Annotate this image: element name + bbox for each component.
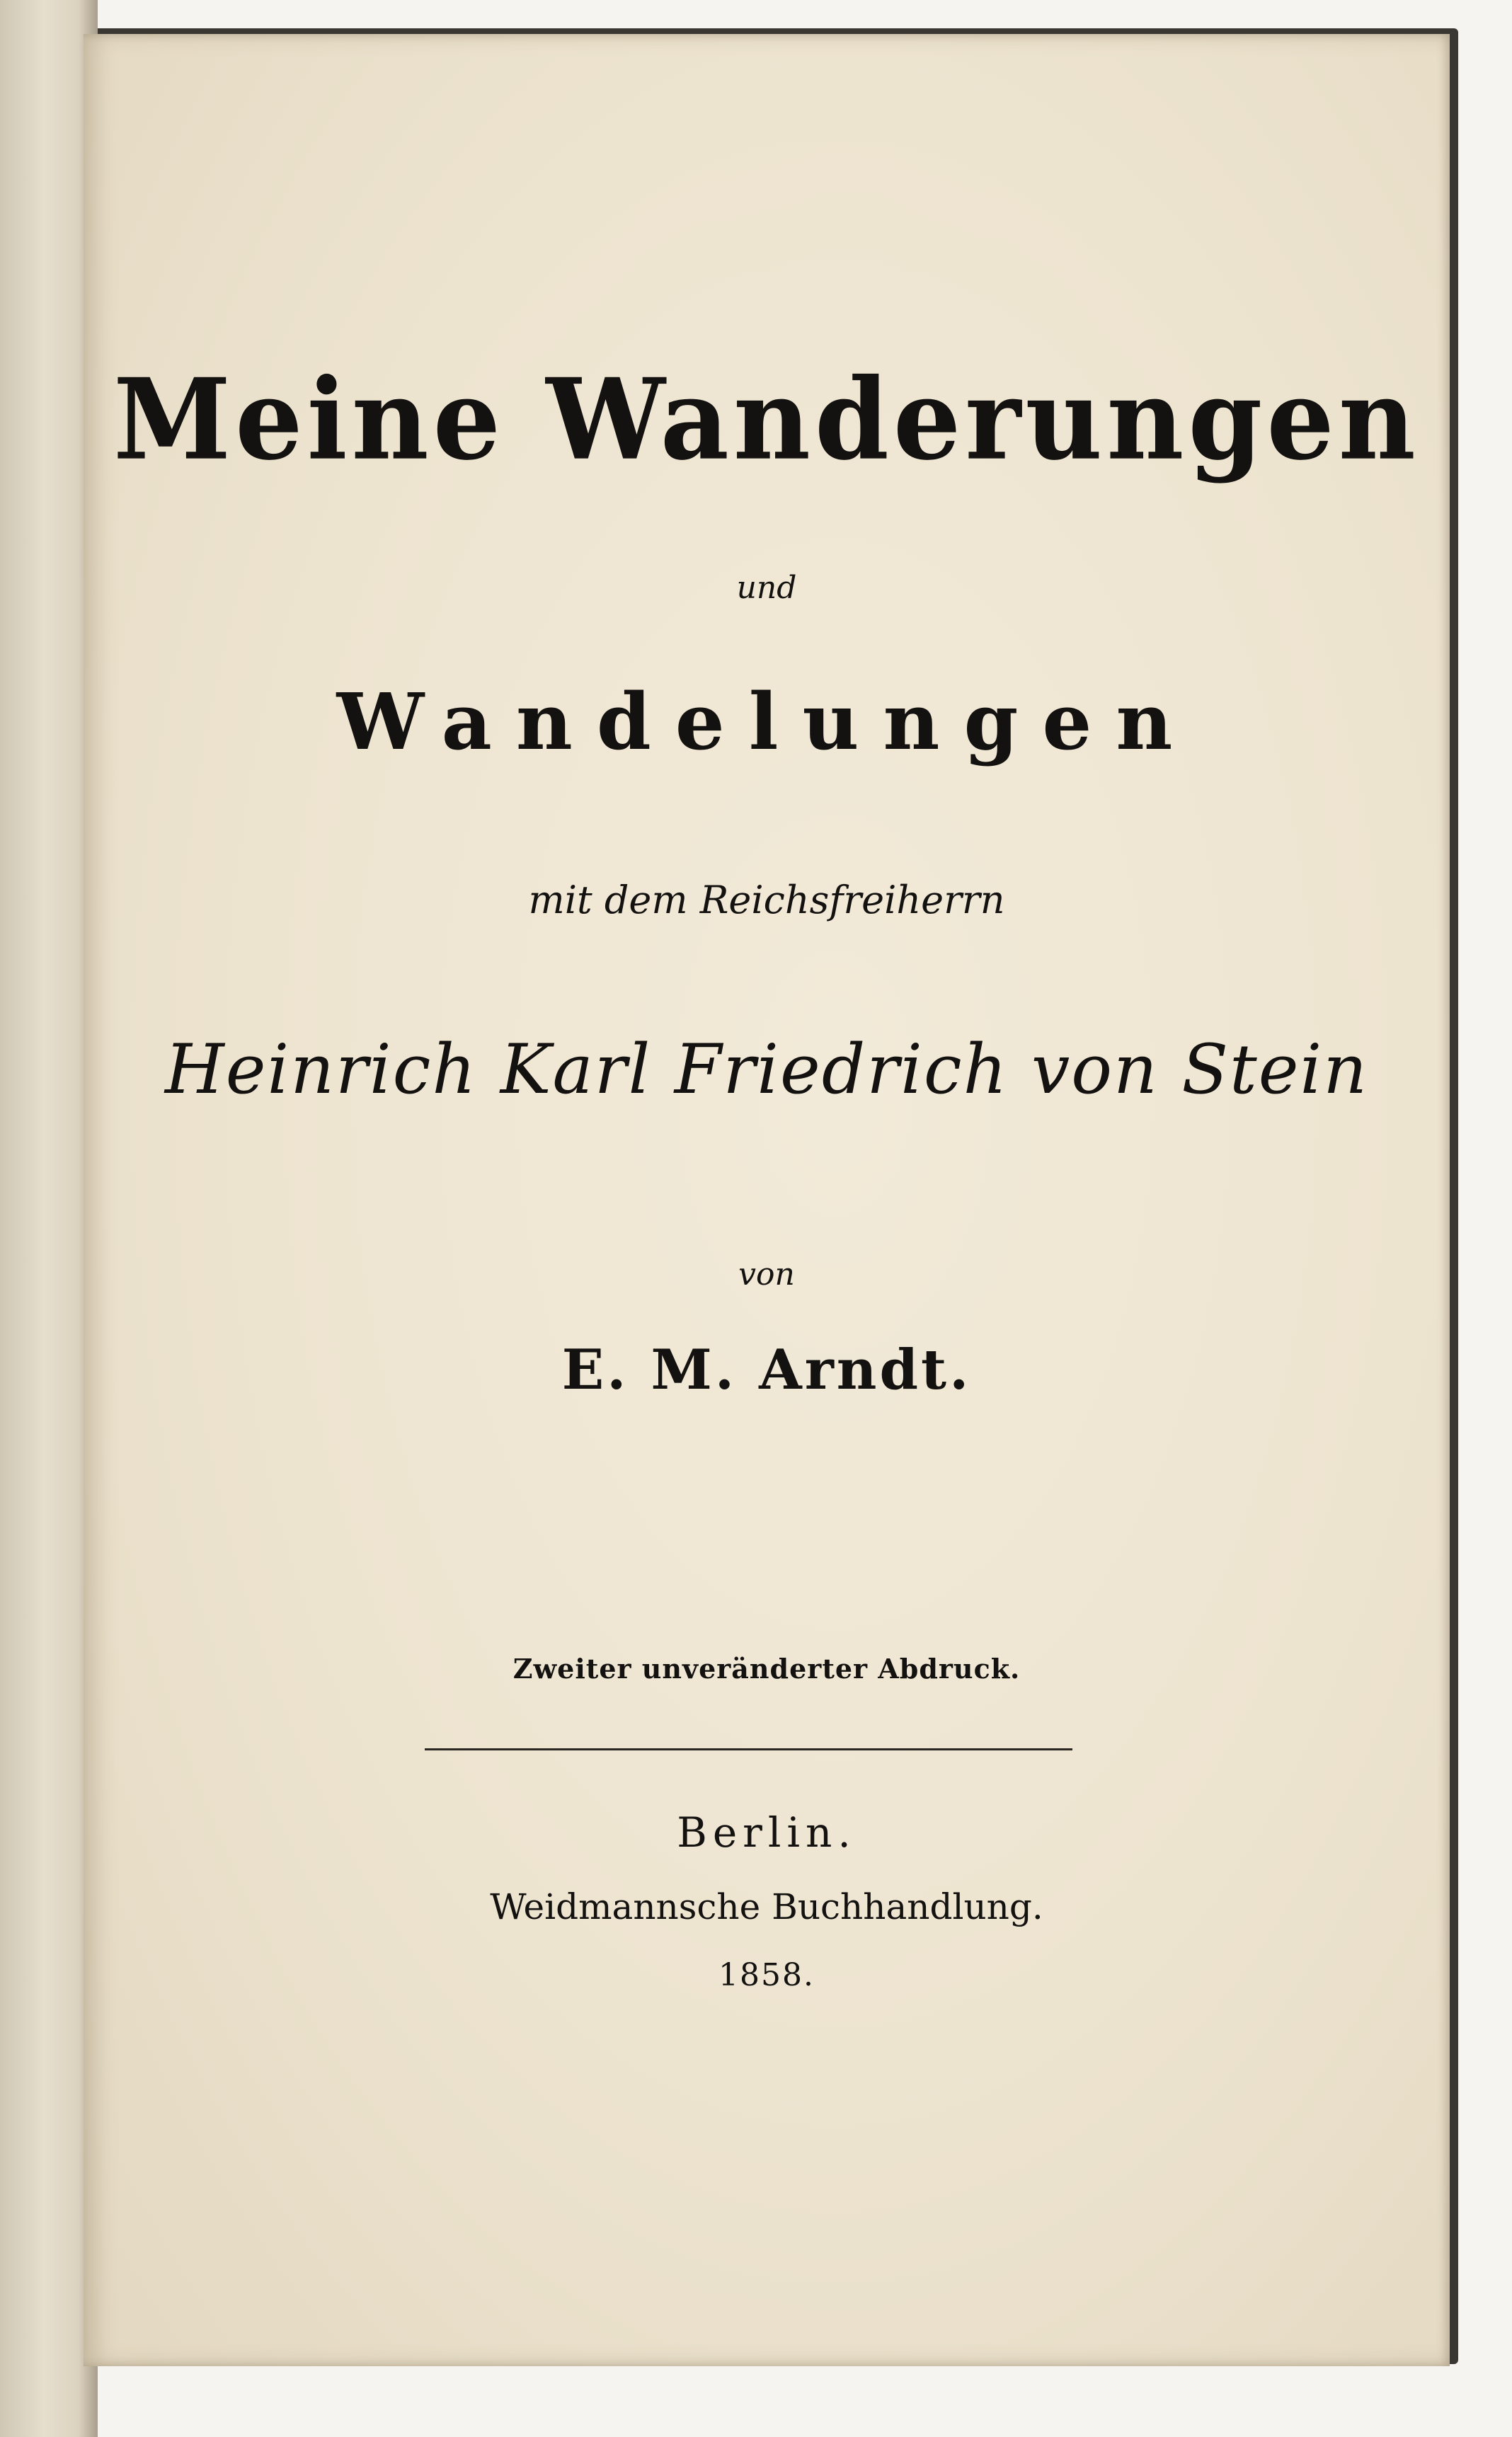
title-line-2: Wandelungen [336,676,1197,767]
edition-note: Zweiter unveränderter Abdruck. [512,1653,1021,1685]
title-line-1: Meine Wanderungen [113,354,1420,486]
subject-name: Heinrich Karl Friedrich von Stein [164,1030,1369,1109]
publication-place: Berlin. [677,1808,857,1857]
divider-rule [425,1748,1072,1750]
by-word: von [738,1256,795,1292]
author-name: E. M. Arndt. [561,1338,972,1402]
conjunction: und [736,570,797,606]
publication-year: 1858. [718,1957,815,1993]
subtitle-intro: mit dem Reichsfreiherrn [528,878,1005,922]
publisher-name: Weidmannsche Buchhandlung. [490,1886,1043,1927]
